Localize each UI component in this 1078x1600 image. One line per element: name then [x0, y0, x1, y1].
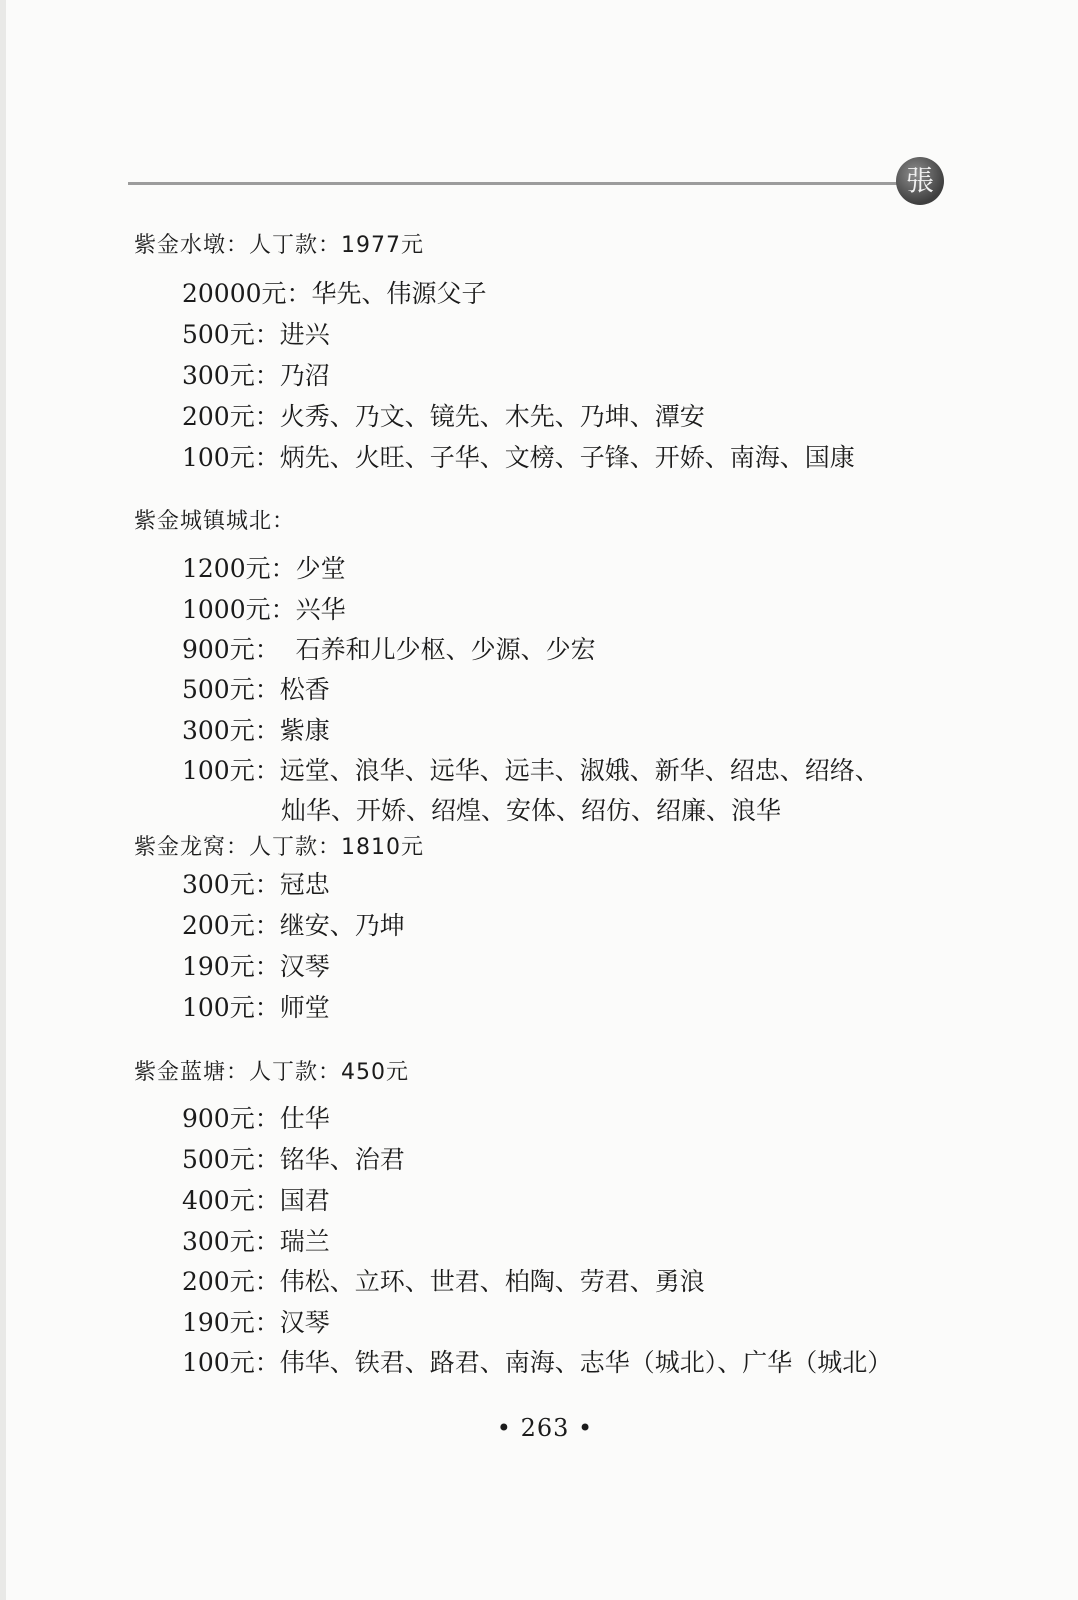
seal-character: 張 [905, 164, 934, 197]
donation-row [182, 906, 405, 942]
section-heading: 紫金蓝塘：人丁款：450元 [134, 1060, 409, 1085]
donation-amount: 1200元： [182, 554, 296, 583]
donation-row [182, 1343, 892, 1379]
donation-row [182, 670, 330, 706]
donor-names: 华先、伟源父子 [311, 279, 487, 308]
donor-names: 瑞兰 [279, 1227, 330, 1256]
donation-amount: 100元： [182, 443, 280, 472]
donation-amount: 500元： [182, 320, 280, 349]
donor-names: 火秀、乃文、镜先、木先、乃坤、潭安 [279, 402, 705, 431]
donor-names: 乃沼 [279, 361, 330, 390]
donation-row [182, 549, 346, 585]
donor-names: 汉琴 [279, 952, 330, 981]
donation-amount: 200元： [182, 1267, 280, 1296]
donation-amount: 500元： [182, 675, 280, 704]
donation-row [182, 356, 330, 392]
donation-amount: 500元： [182, 1145, 280, 1174]
donation-amount: 300元： [182, 1227, 280, 1256]
donor-names: 少堂 [295, 554, 346, 583]
donation-amount: 100元： [182, 1348, 280, 1377]
donation-amount: 190元： [182, 952, 280, 981]
donor-names: 仕华 [279, 1104, 330, 1133]
donation-amount: 300元： [182, 716, 280, 745]
donation-row [182, 438, 855, 474]
donor-names: 铭华、治君 [279, 1145, 405, 1174]
donation-row [182, 1303, 330, 1339]
donor-names: 炳先、火旺、子华、文榜、子锋、开娇、南海、国康 [279, 443, 855, 472]
donation-row [182, 988, 330, 1024]
header-rule [128, 182, 918, 185]
donation-amount: 1000元： [182, 595, 296, 624]
donation-amount: 300元： [182, 361, 280, 390]
donation-row [182, 590, 346, 626]
donation-amount: 190元： [182, 1308, 280, 1337]
donation-row [182, 630, 596, 666]
donation-row [182, 711, 330, 747]
donation-amount: 100元： [182, 993, 280, 1022]
donation-row [182, 1262, 705, 1298]
donor-names: 伟华、铁君、路君、南海、志华（城北）、广华（城北） [279, 1348, 893, 1377]
donation-row [182, 1099, 330, 1135]
donation-amount: 100元： [182, 756, 280, 785]
donor-names-continuation: 灿华、开娇、绍煌、安体、绍仿、绍廉、浪华 [281, 796, 782, 825]
donation-row [182, 274, 487, 310]
donation-amount: 200元： [182, 402, 280, 431]
donor-names: 国君 [279, 1186, 330, 1215]
donor-names: 进兴 [279, 320, 330, 349]
donation-row [182, 315, 330, 351]
donor-names: 伟松、立环、世君、柏陶、劳君、勇浪 [279, 1267, 705, 1296]
donor-names: 师堂 [279, 993, 330, 1022]
donation-row [182, 865, 330, 901]
donor-names: 松香 [279, 675, 330, 704]
donation-row [182, 1181, 330, 1217]
donation-row [182, 1222, 330, 1258]
donation-row [182, 1140, 405, 1176]
section-heading: 紫金水墩：人丁款：1977元 [134, 233, 424, 258]
donor-names: 远堂、浪华、远华、远丰、淑娥、新华、绍忠、绍络、 [279, 756, 880, 785]
donation-amount: 200元： [182, 911, 280, 940]
donation-row [182, 751, 880, 787]
seal-emblem [896, 157, 944, 205]
donation-amount: 20000元： [182, 279, 312, 308]
donation-amount: 400元： [182, 1186, 280, 1215]
section-heading: 紫金龙窝：人丁款：1810元 [134, 835, 424, 860]
donor-names: 冠忠 [279, 870, 330, 899]
section-heading: 紫金城镇城北： [134, 509, 296, 534]
donation-amount: 300元： [182, 870, 280, 899]
donation-row [182, 397, 705, 433]
donor-names: 汉琴 [279, 1308, 330, 1337]
donation-row [182, 947, 330, 983]
donation-amount: 900元： [182, 635, 280, 664]
donor-names: 兴华 [295, 595, 346, 624]
donation-amount: 900元： [182, 1104, 280, 1133]
donor-names: 石养和儿少枢、少源、少宏 [279, 635, 596, 664]
donor-names: 紫康 [279, 716, 330, 745]
donor-names: 继安、乃坤 [279, 911, 405, 940]
page-number: • 263 • [496, 1414, 594, 1442]
